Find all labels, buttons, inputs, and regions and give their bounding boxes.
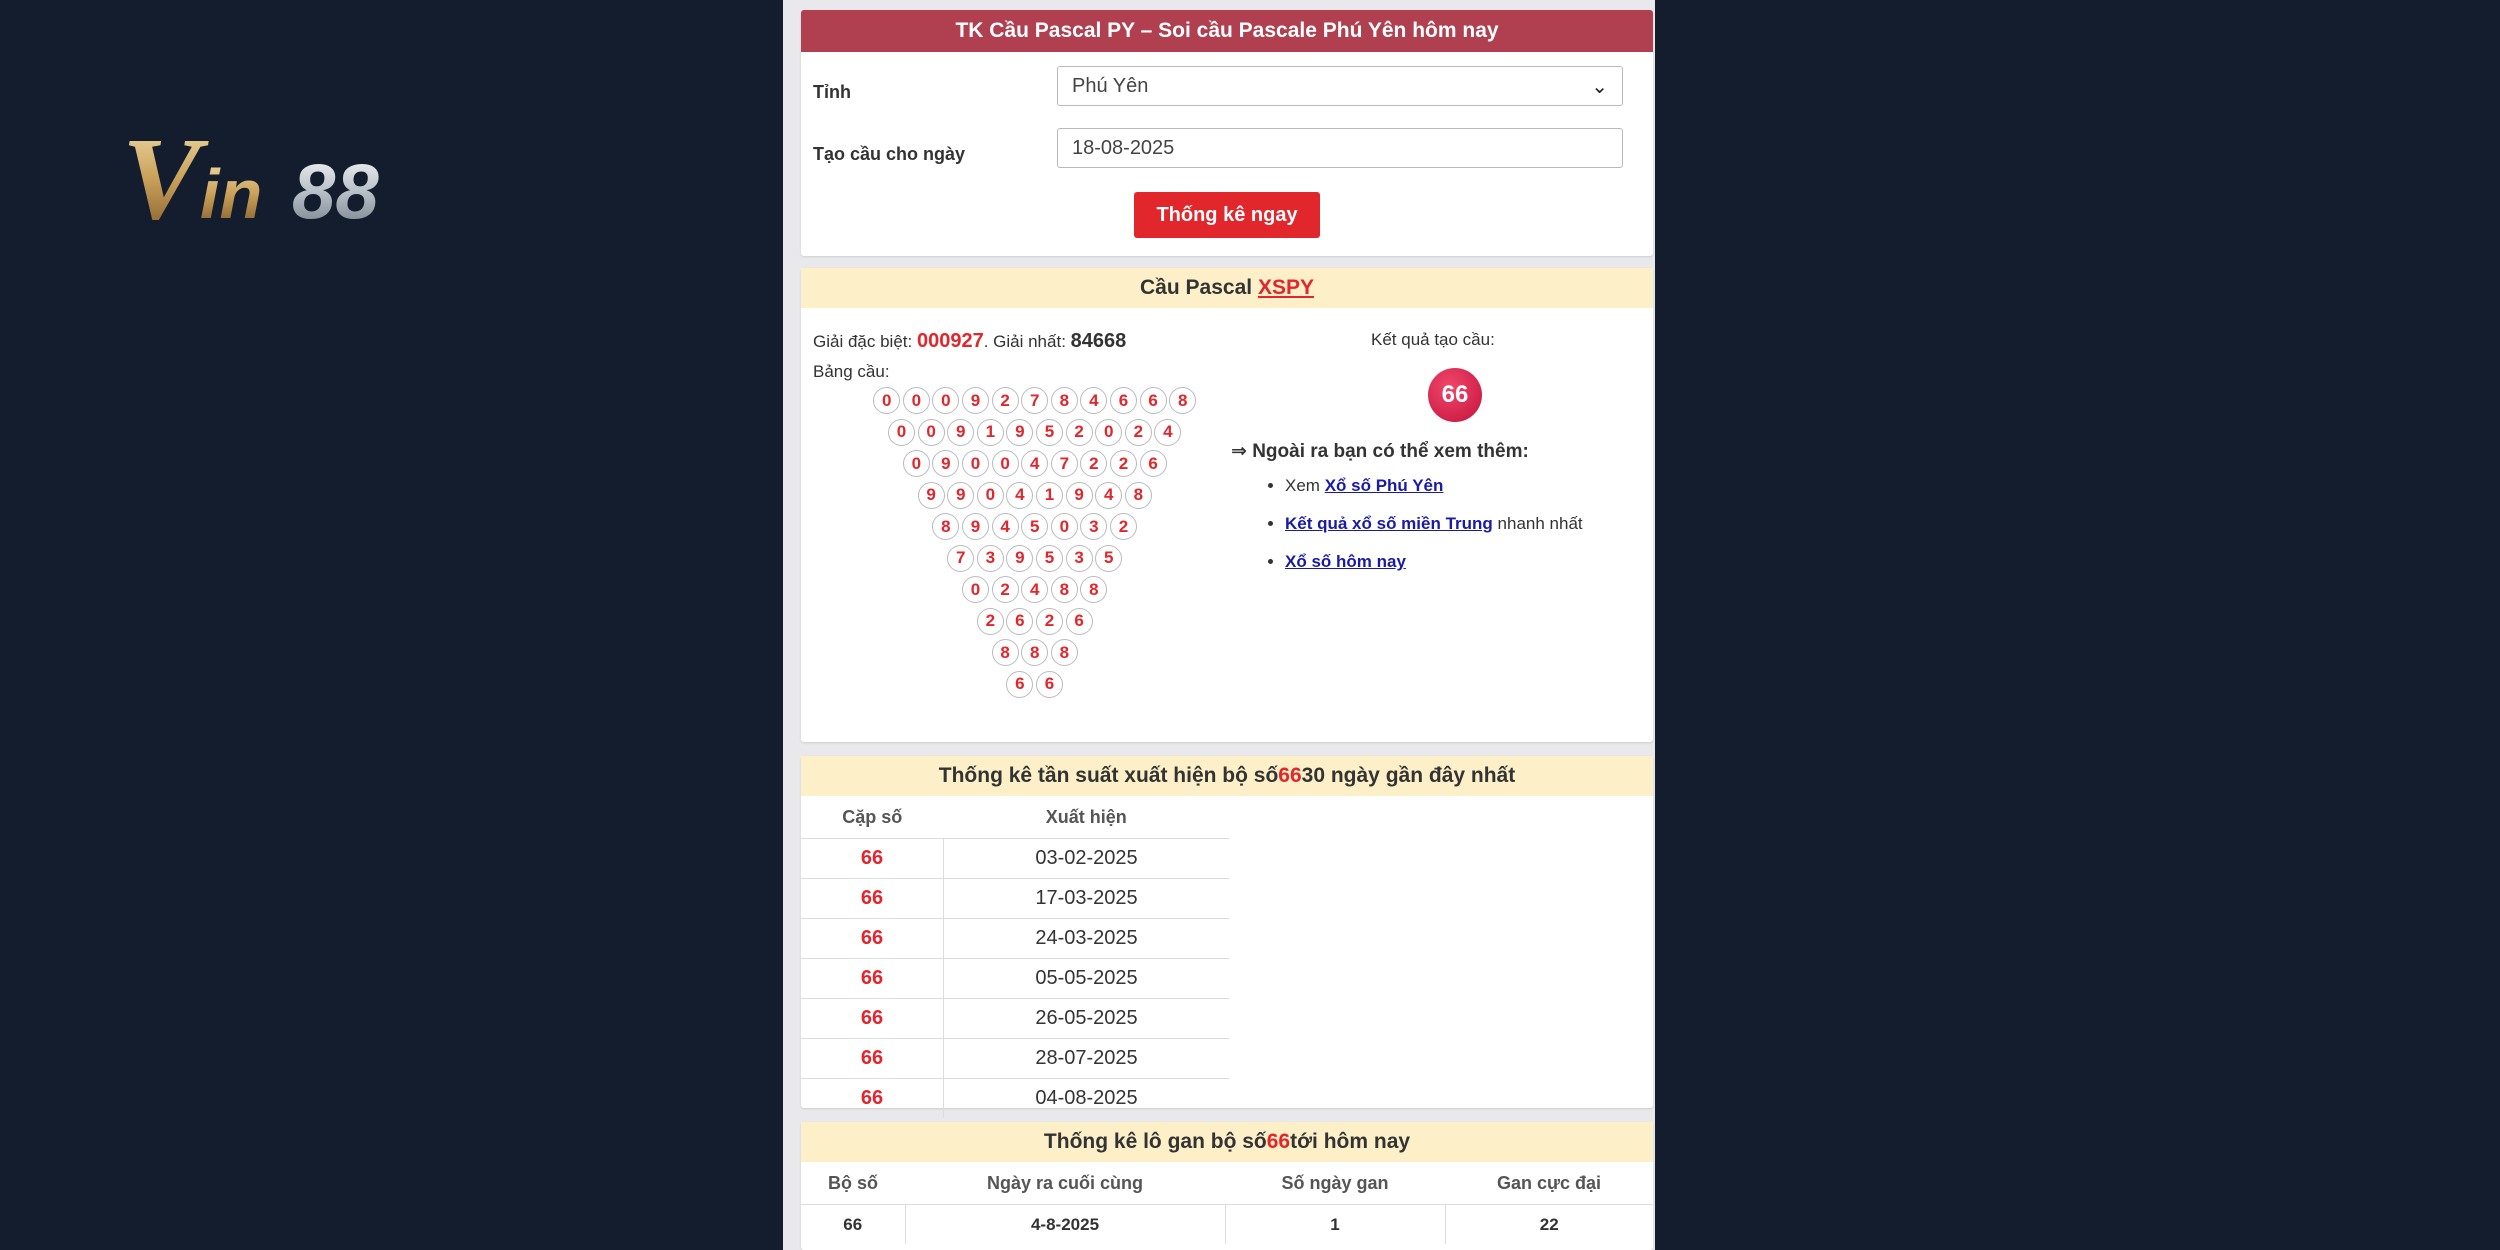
gdb-label: Giải đặc biệt: xyxy=(813,332,917,351)
pascal-digit: 8 xyxy=(1021,639,1048,666)
xoso-phuyen-link[interactable]: Xổ số Phú Yên xyxy=(1324,476,1444,495)
pascal-digit: 0 xyxy=(932,387,959,414)
pascal-digit: 4 xyxy=(1006,482,1033,509)
pascal-digit: 2 xyxy=(992,576,1019,603)
pascal-digit: 3 xyxy=(977,545,1004,572)
pascal-digit: 5 xyxy=(1095,545,1122,572)
col-appear: Xuất hiện xyxy=(1045,806,1127,827)
date-cell: 26-05-2025 xyxy=(944,999,1230,1039)
table-row xyxy=(801,1039,1229,1079)
col-set: Bộ số xyxy=(827,1172,878,1193)
pascal-digit: 2 xyxy=(1125,419,1152,446)
submit-button[interactable]: Thống kê ngay xyxy=(1134,192,1320,238)
pascal-card xyxy=(801,268,1653,742)
pascal-digit: 6 xyxy=(1140,387,1167,414)
pascal-digit: 2 xyxy=(1080,450,1107,477)
max-cell: 22 xyxy=(1445,1205,1653,1245)
pascal-digit: 0 xyxy=(1095,419,1122,446)
frequency-card xyxy=(801,756,1653,1108)
list-item xyxy=(1285,514,1583,552)
pascal-digit: 8 xyxy=(1051,576,1078,603)
logan-title-prefix: Thống kê lô gan bộ số xyxy=(1043,1130,1267,1153)
date-cell: 04-08-2025 xyxy=(944,1079,1230,1119)
logan-title-number: 66 xyxy=(1266,1130,1291,1153)
pascal-digit: 1 xyxy=(977,419,1004,446)
pascal-digit: 4 xyxy=(1154,419,1181,446)
pair-cell: 66 xyxy=(801,1039,944,1079)
pascal-digit: 7 xyxy=(947,545,974,572)
table-row xyxy=(801,999,1229,1039)
pascal-digit: 8 xyxy=(932,513,959,540)
pascal-digit: 5 xyxy=(1036,545,1063,572)
date-label: Tạo cầu cho ngày xyxy=(813,144,966,164)
pascal-digit: 0 xyxy=(918,419,945,446)
pascal-digit: 2 xyxy=(1036,608,1063,635)
pascal-digit: 6 xyxy=(1006,671,1033,698)
pascal-digit: 0 xyxy=(888,419,915,446)
result-label: Kết quả tạo cầu: xyxy=(1371,330,1495,349)
pascal-digit: 8 xyxy=(1125,482,1152,509)
pascal-digit: 0 xyxy=(903,387,930,414)
pascal-digit: 9 xyxy=(962,387,989,414)
pascal-digit: 5 xyxy=(1021,513,1048,540)
pascal-digit: 0 xyxy=(1051,513,1078,540)
pascal-digit: 4 xyxy=(1021,450,1048,477)
date-cell: 05-05-2025 xyxy=(944,959,1230,999)
date-cell: 28-07-2025 xyxy=(944,1039,1230,1079)
pascal-digit: 9 xyxy=(932,450,959,477)
logan-table xyxy=(801,1162,1653,1244)
g1-label: . Giải nhất: xyxy=(983,332,1071,351)
set-cell: 66 xyxy=(801,1205,905,1245)
table-row xyxy=(801,959,1229,999)
pascal-digit: 3 xyxy=(1066,545,1093,572)
frequency-header xyxy=(801,756,1653,796)
content-column xyxy=(783,0,1655,1250)
pascal-digit: 9 xyxy=(962,513,989,540)
col-max: Gan cực đại xyxy=(1496,1172,1602,1193)
pair-cell: 66 xyxy=(801,879,944,919)
result-ball: 66 xyxy=(1428,368,1482,422)
svg-text:V: V xyxy=(122,118,201,236)
pascal-digit: 4 xyxy=(1021,576,1048,603)
pair-cell: 66 xyxy=(801,1079,944,1119)
pascal-digit: 6 xyxy=(1066,608,1093,635)
more-title: ⇒ Ngoài ra bạn có thể xem thêm: xyxy=(1231,441,1529,462)
form-title: TK Cầu Pascal PY – Soi cầu Pascale Phú Yên hôm nay xyxy=(801,10,1653,52)
province-select[interactable] xyxy=(1057,66,1623,106)
list-item xyxy=(1285,552,1583,590)
logan-header xyxy=(801,1122,1653,1162)
svg-text:88: 88 xyxy=(292,147,379,235)
pascal-digit: 9 xyxy=(947,482,974,509)
pascal-form-card xyxy=(801,10,1653,256)
col-days: Số ngày gan xyxy=(1281,1172,1389,1193)
pascal-header-text: Cầu Pascal xyxy=(1140,276,1253,299)
link-suffix: nhanh nhất xyxy=(1492,514,1583,533)
table-row xyxy=(801,879,1229,919)
pascal-digit: 9 xyxy=(918,482,945,509)
gdb-value: 000927 xyxy=(916,330,984,352)
pascal-digit: 9 xyxy=(1066,482,1093,509)
pascal-digit: 0 xyxy=(962,450,989,477)
date-cell: 03-02-2025 xyxy=(944,839,1230,879)
freq-title-prefix: Thống kê tần suất xuất hiện bộ số xyxy=(938,764,1279,787)
pascal-digit: 2 xyxy=(1110,513,1137,540)
table-row xyxy=(801,1205,1653,1245)
pascal-pyramid xyxy=(801,268,1221,742)
kqxs-mientrung-link[interactable]: Kết quả xổ số miền Trung xyxy=(1285,514,1493,533)
pascal-digit: 8 xyxy=(1051,387,1078,414)
date-value: 18-08-2025 xyxy=(1072,136,1175,159)
pair-cell: 66 xyxy=(801,919,944,959)
pascal-digit: 4 xyxy=(992,513,1019,540)
pascal-digit: 5 xyxy=(1036,419,1063,446)
pascal-digit: 6 xyxy=(1006,608,1033,635)
logan-card xyxy=(801,1122,1653,1250)
pair-cell: 66 xyxy=(801,959,944,999)
table-row xyxy=(801,1079,1229,1119)
chevron-down-icon: ⌄ xyxy=(1591,75,1608,98)
date-cell: 17-03-2025 xyxy=(944,879,1230,919)
table-row xyxy=(801,839,1229,879)
pascal-digit: 0 xyxy=(992,450,1019,477)
province-value: Phú Yên xyxy=(1072,74,1149,97)
pascal-digit: 2 xyxy=(992,387,1019,414)
pascal-digit: 4 xyxy=(1095,482,1122,509)
freq-title-suffix: 30 ngày gần đây nhất xyxy=(1301,764,1516,787)
freq-title-number: 66 xyxy=(1278,764,1302,787)
link-prefix: Xem xyxy=(1285,476,1325,495)
date-cell: 24-03-2025 xyxy=(944,919,1230,959)
table-label: Bảng cầu: xyxy=(813,362,890,381)
last-date-cell: 4-8-2025 xyxy=(905,1205,1225,1245)
frequency-table xyxy=(801,796,1229,1118)
g1-value: 84668 xyxy=(1070,330,1127,352)
pascal-digit: 4 xyxy=(1080,387,1107,414)
pascal-digit: 9 xyxy=(947,419,974,446)
list-item xyxy=(1285,476,1583,514)
pascal-digit: 9 xyxy=(1006,545,1033,572)
svg-text:in: in xyxy=(200,155,263,233)
xspy-link[interactable]: XSPY xyxy=(1257,276,1314,299)
logan-title-suffix: tới hôm nay xyxy=(1290,1130,1411,1153)
pascal-digit: 2 xyxy=(1066,419,1093,446)
col-pair: Cặp số xyxy=(842,806,903,827)
pascal-digit: 8 xyxy=(1169,387,1196,414)
pascal-digit: 0 xyxy=(962,576,989,603)
pascal-digit: 7 xyxy=(1051,450,1078,477)
xoso-homnay-link[interactable]: Xổ số hôm nay xyxy=(1285,552,1406,571)
pascal-digit: 1 xyxy=(1036,482,1063,509)
pascal-digit: 3 xyxy=(1080,513,1107,540)
pascal-digit: 9 xyxy=(1006,419,1033,446)
pascal-digit: 8 xyxy=(1051,639,1078,666)
province-label: Tỉnh xyxy=(813,82,851,102)
pascal-digit: 0 xyxy=(873,387,900,414)
pascal-digit: 8 xyxy=(1080,576,1107,603)
pascal-digit: 8 xyxy=(992,639,1019,666)
pascal-digit: 7 xyxy=(1021,387,1048,414)
pascal-digit: 2 xyxy=(1110,450,1137,477)
days-cell: 1 xyxy=(1225,1205,1445,1245)
pair-cell: 66 xyxy=(801,839,944,879)
col-last: Ngày ra cuối cùng xyxy=(986,1172,1144,1193)
more-links-list xyxy=(1261,476,1583,590)
pair-cell: 66 xyxy=(801,999,944,1039)
table-row xyxy=(801,919,1229,959)
pascal-digit: 6 xyxy=(1036,671,1063,698)
pascal-digit: 0 xyxy=(977,482,1004,509)
pascal-digit: 2 xyxy=(977,608,1004,635)
pascal-digit: 0 xyxy=(903,450,930,477)
pascal-digit: 6 xyxy=(1110,387,1137,414)
date-input[interactable] xyxy=(1057,128,1623,168)
pascal-digit: 6 xyxy=(1140,450,1167,477)
vin88-logo[interactable] xyxy=(122,118,482,236)
